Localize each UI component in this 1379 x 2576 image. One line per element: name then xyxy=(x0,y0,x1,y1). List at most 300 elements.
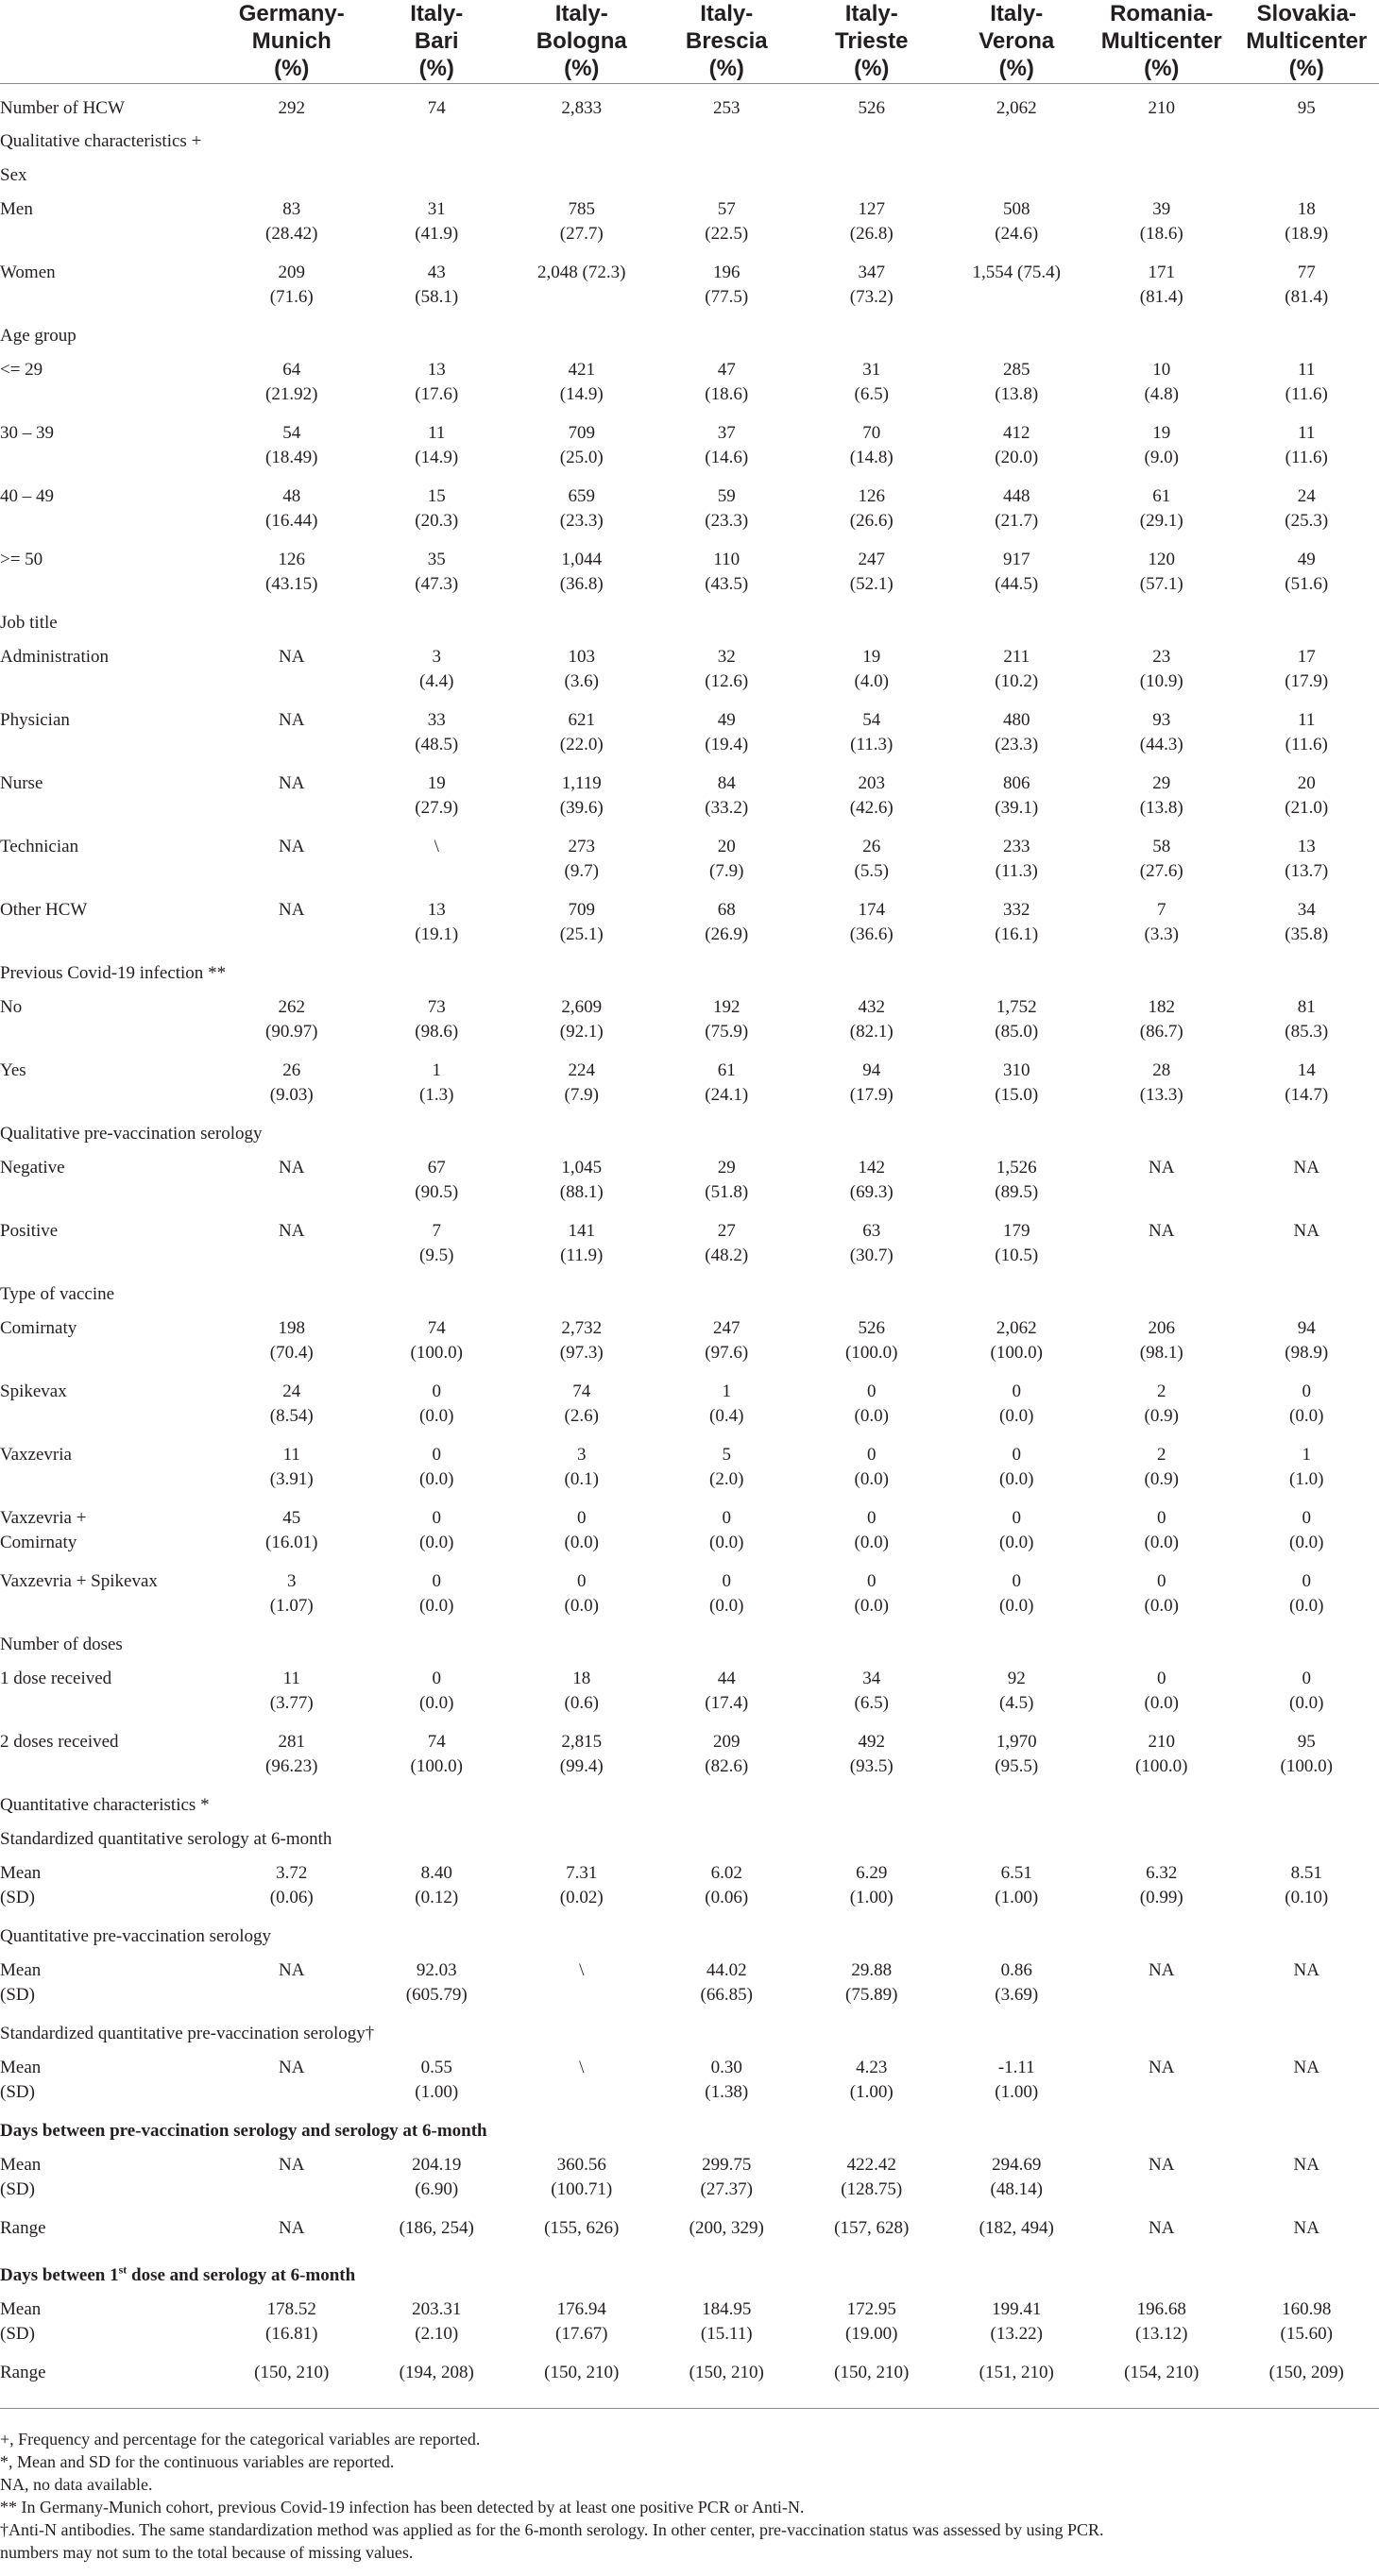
table-cell: 508 (24.6) xyxy=(995,198,1039,244)
table-row xyxy=(0,1506,1379,1569)
table-cell: (157, 628) xyxy=(834,2217,910,2238)
section-row xyxy=(0,1793,1379,1827)
table-cell: 1,045 (88.1) xyxy=(559,1157,604,1202)
table-cell: 44 (17.4) xyxy=(705,1668,749,1713)
row-label: 1 dose received xyxy=(0,1668,112,1688)
table-cell: 196 (77.5) xyxy=(705,262,749,307)
table-cell: 142 (69.3) xyxy=(849,1157,894,1202)
table-cell: NA xyxy=(279,772,305,793)
table-cell: 14 (14.7) xyxy=(1285,1059,1329,1105)
table-cell: 182 (86.7) xyxy=(1139,996,1183,1042)
table-cell: NA xyxy=(279,1220,305,1241)
table-cell: 2,062 (100.0) xyxy=(990,1317,1043,1363)
table-cell: 1 (1.0) xyxy=(1289,1444,1324,1489)
table-cell: 92.03 (605.79) xyxy=(405,1959,468,2005)
table-cell: NA xyxy=(1149,1220,1175,1241)
table-cell: 3.72 (0.06) xyxy=(269,1862,314,1907)
table-cell: 77 (81.4) xyxy=(1285,262,1329,307)
table-cell: 253 xyxy=(713,97,741,118)
row-label: Vaxzevria + Spikevax xyxy=(0,1570,158,1591)
footnote-mark: + xyxy=(191,130,202,151)
table-cell: 44.02 (66.85) xyxy=(700,1959,753,2005)
table-cell: 0 (0.0) xyxy=(1144,1668,1179,1713)
table-row xyxy=(0,1059,1379,1122)
table-row xyxy=(0,1156,1379,1219)
row-label: Vaxzevria xyxy=(0,1444,72,1465)
table-row xyxy=(0,645,1379,708)
column-header: Romania- Multicenter (%) xyxy=(1089,0,1234,83)
section-row xyxy=(0,163,1379,197)
row-label: 40 – 49 xyxy=(0,485,54,506)
table-row xyxy=(0,1958,1379,2022)
table-row xyxy=(0,2216,1379,2263)
section-row xyxy=(0,1827,1379,1861)
table-row xyxy=(0,1730,1379,1793)
table-cell: 2,609 (92.1) xyxy=(559,996,604,1042)
column-header: Italy- Bologna (%) xyxy=(509,0,655,83)
table-row xyxy=(0,708,1379,771)
table-cell: 0 (0.0) xyxy=(999,1381,1034,1426)
table-cell: 126 (43.15) xyxy=(265,549,318,594)
table-cell: -1.11 (1.00) xyxy=(995,2057,1039,2102)
row-label: Technician xyxy=(0,836,79,856)
table-cell: 360.56 (100.71) xyxy=(551,2154,613,2199)
table-cell: 310 (15.0) xyxy=(995,1059,1039,1105)
table-cell: NA xyxy=(1293,1959,1319,1980)
table-cell: 1,752 (85.0) xyxy=(995,996,1039,1042)
table-cell: 11 (14.9) xyxy=(415,422,459,467)
table-cell: 8.40 (0.12) xyxy=(415,1862,459,1907)
table-row xyxy=(0,1569,1379,1633)
table-cell: 917 (44.5) xyxy=(995,549,1039,594)
table-cell: 29.88 (75.89) xyxy=(845,1959,898,2005)
table-cell: 70 (14.8) xyxy=(849,422,894,467)
table-row xyxy=(0,771,1379,835)
header-row xyxy=(0,0,1379,83)
table-cell: 292 xyxy=(278,97,305,118)
table-cell: 34 (35.8) xyxy=(1285,899,1329,944)
table-cell: 0 (0.0) xyxy=(999,1570,1034,1616)
footnote-mark: * xyxy=(200,1794,210,1815)
section-label: Standardized quantitative pre-vaccination serology† xyxy=(0,2023,375,2043)
table-cell: 126 (26.6) xyxy=(849,485,894,531)
table-cell: (150, 210) xyxy=(219,2361,365,2409)
table-cell: 94 (17.9) xyxy=(849,1059,894,1105)
table-cell: 33 (48.5) xyxy=(415,709,459,754)
table-cell: 0 (0.0) xyxy=(1289,1381,1324,1426)
table-cell: 2,833 xyxy=(561,97,603,118)
row-label: Mean (SD) xyxy=(0,2298,42,2344)
table-cell: 709 (25.0) xyxy=(559,422,604,467)
table-row xyxy=(0,421,1379,484)
table-cell: 37 (14.6) xyxy=(705,422,749,467)
table-cell: 3 (1.07) xyxy=(269,1570,314,1616)
section-row xyxy=(0,1633,1379,1667)
table-cell: 120 (57.1) xyxy=(1139,549,1183,594)
table-footnotes xyxy=(0,2428,1379,2564)
table-cell: 1,554 (75.4) xyxy=(972,262,1061,282)
table-cell: 0 (0.0) xyxy=(999,1444,1034,1489)
table-cell: 2,062 xyxy=(996,97,1037,118)
table-cell: 285 (13.8) xyxy=(995,359,1039,404)
table-cell: 49 (19.4) xyxy=(705,709,749,754)
table-cell: 13 (17.6) xyxy=(415,359,459,404)
section-label: Quantitative characteristics * xyxy=(0,1794,210,1815)
table-cell: 43 (58.1) xyxy=(415,262,459,307)
table-cell: 11 (11.6) xyxy=(1285,359,1328,404)
table-cell: 299.75 (27.37) xyxy=(700,2154,753,2199)
row-label: No xyxy=(0,996,23,1017)
row-label: 2 doses received xyxy=(0,1731,119,1752)
section-row xyxy=(0,129,1379,163)
table-cell: (150, 210) xyxy=(799,2361,945,2409)
table-cell: 211 (10.2) xyxy=(995,646,1039,691)
table-cell: 1,044 (36.8) xyxy=(559,549,604,594)
table-cell: 29 (51.8) xyxy=(705,1157,749,1202)
table-cell: 20 (21.0) xyxy=(1285,772,1329,818)
table-row xyxy=(0,2297,1379,2361)
column-header: Germany- Munich (%) xyxy=(219,0,365,83)
table-cell: 526 xyxy=(858,97,885,118)
table-cell: 247 (52.1) xyxy=(849,549,894,594)
row-label: Mean (SD) xyxy=(0,1862,42,1907)
table-row xyxy=(0,2361,1379,2409)
footnote: NA, no data available. xyxy=(0,2475,153,2494)
table-row xyxy=(0,1219,1379,1282)
table-cell: 174 (36.6) xyxy=(849,899,894,944)
table-cell: 1,970 (95.5) xyxy=(995,1731,1039,1776)
table-cell: 54 (18.49) xyxy=(265,422,318,467)
table-cell: 11 (11.6) xyxy=(1285,709,1328,754)
table-cell: 24 (8.54) xyxy=(269,1381,314,1426)
table-cell: 184.95 (15.11) xyxy=(700,2298,753,2344)
table-cell: 23 (10.9) xyxy=(1139,646,1183,691)
table-cell: 31 (41.9) xyxy=(415,198,459,244)
table-body xyxy=(0,83,1379,2408)
table-cell: 2 (0.9) xyxy=(1144,1381,1179,1426)
table-row xyxy=(0,2153,1379,2216)
table-cell: 74 (100.0) xyxy=(410,1317,463,1363)
table-cell: 29 (13.8) xyxy=(1139,772,1183,818)
table-cell: 806 (39.1) xyxy=(995,772,1039,818)
table-cell: 621 (22.0) xyxy=(559,709,604,754)
section-row xyxy=(0,1122,1379,1156)
table-row xyxy=(0,1443,1379,1506)
row-label: Mean (SD) xyxy=(0,2154,42,2199)
table-cell: NA xyxy=(279,2154,305,2175)
section-row xyxy=(0,1924,1379,1958)
table-cell: 31 (6.5) xyxy=(854,359,889,404)
row-label: Range xyxy=(0,2217,46,2238)
table-cell: 84 (33.2) xyxy=(705,772,749,818)
table-cell: 141 (11.9) xyxy=(560,1220,604,1265)
table-cell: 26 (9.03) xyxy=(269,1059,314,1105)
section-row xyxy=(0,1282,1379,1316)
table-cell: 0 (0.0) xyxy=(1289,1507,1324,1552)
table-cell: NA xyxy=(279,709,305,730)
table-cell: 247 (97.6) xyxy=(705,1317,749,1363)
table-row xyxy=(0,995,1379,1059)
table-cell: 7 (3.3) xyxy=(1144,899,1179,944)
table-cell: 412 (20.0) xyxy=(995,422,1039,467)
table-cell: 17 (17.9) xyxy=(1285,646,1329,691)
table-cell: 203 (42.6) xyxy=(849,772,894,818)
table-cell: 8.51 (0.10) xyxy=(1285,1862,1329,1907)
table-cell: 6.02 (0.06) xyxy=(705,1862,749,1907)
table-row xyxy=(0,835,1379,898)
row-label: Spikevax xyxy=(0,1381,67,1401)
section-label: Type of vaccine xyxy=(0,1283,115,1304)
table-cell: 526 (100.0) xyxy=(845,1317,898,1363)
table-cell: 13 (19.1) xyxy=(415,899,459,944)
table-cell: 2,048 (72.3) xyxy=(537,262,626,282)
row-label: Physician xyxy=(0,709,70,730)
table-cell: NA xyxy=(279,836,305,856)
table-cell: NA xyxy=(1293,2057,1319,2077)
table-cell: 262 (90.97) xyxy=(265,996,318,1042)
table-cell: 209 (82.6) xyxy=(705,1731,749,1776)
table-cell: 61 (29.1) xyxy=(1139,485,1183,531)
table-cell: 20 (7.9) xyxy=(709,836,744,881)
table-cell: 4.23 (1.00) xyxy=(849,2057,894,2102)
table-row xyxy=(0,2056,1379,2119)
table-cell: 6.32 (0.99) xyxy=(1139,1862,1183,1907)
table-cell: 64 (21.92) xyxy=(265,359,318,404)
table-cell: 5 (2.0) xyxy=(709,1444,744,1489)
table-row xyxy=(0,261,1379,324)
table-cell: 18 (18.9) xyxy=(1285,198,1329,244)
table-cell: 83 (28.42) xyxy=(265,198,318,244)
footnote: ** In Germany-Munich cohort, previous Covid-19 infection has been detected by at least one positive PCR or Anti-N. xyxy=(0,2498,805,2517)
table-cell: 54 (11.3) xyxy=(850,709,894,754)
row-label: Vaxzevria + Comirnaty xyxy=(0,1507,87,1552)
table-cell: (150, 210) xyxy=(655,2361,800,2409)
column-header: Italy- Trieste (%) xyxy=(799,0,945,83)
section-label: Previous Covid-19 infection ** xyxy=(0,962,227,983)
section-row xyxy=(0,2119,1379,2153)
table-cell: NA xyxy=(1293,2154,1319,2175)
row-label: Yes xyxy=(0,1059,26,1080)
table-cell: 3 (4.4) xyxy=(419,646,454,691)
row-label: 30 – 39 xyxy=(0,422,54,443)
table-cell: 103 (3.6) xyxy=(564,646,599,691)
table-row xyxy=(0,1861,1379,1924)
table-cell: 3 (0.1) xyxy=(564,1444,599,1489)
section-row xyxy=(0,2263,1379,2297)
table-cell: 1 (0.4) xyxy=(709,1381,744,1426)
table-cell: 26 (5.5) xyxy=(854,836,889,881)
table-cell: NA xyxy=(1293,1220,1319,1241)
table-cell: 0 (0.0) xyxy=(1289,1668,1324,1713)
table-cell: 0 (0.0) xyxy=(1144,1507,1179,1552)
table-cell: 19 (9.0) xyxy=(1144,422,1179,467)
table-cell: 6.51 (1.00) xyxy=(995,1862,1039,1907)
table-cell: 81 (85.3) xyxy=(1285,996,1329,1042)
table-cell: NA xyxy=(1293,1157,1319,1178)
table-cell: 172.95 (19.00) xyxy=(845,2298,898,2344)
section-label: Qualitative pre-vaccination serology xyxy=(0,1123,263,1144)
table-cell: 93 (44.3) xyxy=(1139,709,1183,754)
table-cell: 196.68 (13.12) xyxy=(1135,2298,1188,2344)
table-cell: 448 (21.7) xyxy=(995,485,1039,531)
row-label: Range xyxy=(0,2361,219,2409)
table-row xyxy=(0,197,1379,261)
table-cell: 6.29 (1.00) xyxy=(849,1862,894,1907)
table-cell: \ xyxy=(434,836,439,856)
section-row xyxy=(0,2022,1379,2056)
row-label: Nurse xyxy=(0,772,43,793)
table-cell: 0 (0.0) xyxy=(854,1381,889,1426)
table-cell: 332 (16.1) xyxy=(995,899,1039,944)
table-cell: NA xyxy=(279,646,305,667)
table-cell: 74 xyxy=(427,97,446,118)
table-row xyxy=(0,898,1379,961)
table-cell: 49 (51.6) xyxy=(1285,549,1329,594)
table-cell: NA xyxy=(279,2057,305,2077)
column-header: Italy- Verona (%) xyxy=(945,0,1090,83)
table-cell: 34 (6.5) xyxy=(854,1668,889,1713)
table-cell: (150, 210) xyxy=(509,2361,655,2409)
table-cell: NA xyxy=(1149,2217,1175,2238)
table-cell: 1,526 (89.5) xyxy=(995,1157,1039,1202)
table-cell: 659 (23.3) xyxy=(559,485,604,531)
footnote: †Anti-N antibodies. The same standardization method was applied as for the 6-month serology. In other center, pre-vaccination status was assessed by using PCR. xyxy=(0,2520,1104,2539)
table-cell: 0.30 (1.38) xyxy=(705,2057,749,2102)
table-cell: 19 (27.9) xyxy=(415,772,459,818)
table-cell: NA xyxy=(279,899,305,920)
table-cell: 0 (0.0) xyxy=(419,1507,454,1552)
table-cell: NA xyxy=(1149,2154,1175,2175)
table-cell: 47 (18.6) xyxy=(705,359,749,404)
table-cell: 480 (23.3) xyxy=(995,709,1039,754)
footnote: numbers may not sum to the total because of missing values. xyxy=(0,2543,414,2562)
table-cell: 209 (71.6) xyxy=(269,262,314,307)
section-label: Age group xyxy=(0,325,77,346)
table-cell: 204.19 (6.90) xyxy=(412,2154,462,2199)
table-cell: 0 (0.0) xyxy=(709,1570,744,1616)
table-cell: 421 (14.9) xyxy=(559,359,604,404)
table-cell: 709 (25.1) xyxy=(559,899,604,944)
table-cell: (155, 626) xyxy=(544,2217,620,2238)
section-label: Number of doses xyxy=(0,1634,123,1654)
section-label: Days between 1st dose and serology at 6-month xyxy=(0,2262,356,2285)
footnote: *, Mean and SD for the continuous variables are reported. xyxy=(0,2452,395,2471)
table-cell: 61 (24.1) xyxy=(705,1059,749,1105)
table-cell: 0 (0.0) xyxy=(419,1444,454,1489)
table-cell: 74 (100.0) xyxy=(410,1731,463,1776)
table-cell: 281 (96.23) xyxy=(265,1731,318,1776)
table-cell: 432 (82.1) xyxy=(849,996,894,1042)
table-cell: 58 (27.6) xyxy=(1139,836,1183,881)
table-cell: 160.98 (15.60) xyxy=(1280,2298,1333,2344)
row-label: Negative xyxy=(0,1157,65,1178)
table-cell: 2,732 (97.3) xyxy=(559,1317,604,1363)
section-row xyxy=(0,324,1379,358)
table-cell: 233 (11.3) xyxy=(995,836,1038,881)
table-cell: 206 (98.1) xyxy=(1139,1317,1183,1363)
table-cell: 63 (30.7) xyxy=(849,1220,894,1265)
header-empty xyxy=(0,0,219,83)
footnote-mark: † xyxy=(365,2023,375,2043)
table-cell: NA xyxy=(1149,1157,1175,1178)
footnote: +, Frequency and percentage for the categorical variables are reported. xyxy=(0,2430,481,2449)
table-cell: 10 (4.8) xyxy=(1144,359,1179,404)
section-row xyxy=(0,611,1379,645)
table-cell: 95 (100.0) xyxy=(1280,1731,1333,1776)
column-header: Slovakia- Multicenter (%) xyxy=(1234,0,1379,83)
table-row xyxy=(0,548,1379,611)
table-cell: 45 (16.01) xyxy=(265,1507,318,1552)
table-cell: 15 (20.3) xyxy=(415,485,459,531)
table-cell: 74 (2.6) xyxy=(564,1381,599,1426)
row-label: Number of HCW xyxy=(0,97,125,118)
table-cell: 0 (0.0) xyxy=(419,1668,454,1713)
table-cell: NA xyxy=(1293,2217,1319,2238)
section-label: Quantitative pre-vaccination serology xyxy=(0,1925,272,1946)
table-cell: 11 (3.77) xyxy=(269,1668,314,1713)
section-row xyxy=(0,961,1379,995)
table-cell: 0 (0.0) xyxy=(1289,1570,1324,1616)
table-cell: 0.86 (3.69) xyxy=(995,1959,1039,2005)
row-label: Mean (SD) xyxy=(0,1959,42,2005)
table-cell: 0 (0.0) xyxy=(999,1507,1034,1552)
row-label: <= 29 xyxy=(0,359,43,380)
column-header: Italy- Brescia (%) xyxy=(655,0,800,83)
row-label: Men xyxy=(0,198,33,219)
table-cell: 11 (3.91) xyxy=(269,1444,314,1489)
table-cell: 273 (9.7) xyxy=(564,836,599,881)
row-label: Women xyxy=(0,262,56,282)
table-cell: NA xyxy=(279,2217,305,2238)
table-cell: 18 (0.6) xyxy=(564,1668,599,1713)
table-cell: (150, 209) xyxy=(1234,2361,1379,2409)
row-label: Comirnaty xyxy=(0,1317,77,1338)
table-cell: 0 (0.0) xyxy=(709,1507,744,1552)
table-row xyxy=(0,358,1379,421)
table-cell: \ xyxy=(579,2057,585,2077)
table-cell: 11 (11.6) xyxy=(1285,422,1328,467)
section-label: Qualitative characteristics + xyxy=(0,130,202,151)
table-cell: 24 (25.3) xyxy=(1285,485,1329,531)
table-cell: 127 (26.8) xyxy=(849,198,894,244)
table-cell: 0 (0.0) xyxy=(854,1570,889,1616)
section-label: Days between pre-vaccination serology and serology at 6-month xyxy=(0,2120,487,2141)
footnote-mark: ** xyxy=(208,962,227,983)
table-cell: \ xyxy=(579,1959,585,1980)
table-cell: 0 (0.0) xyxy=(564,1507,599,1552)
table-cell: (182, 494) xyxy=(979,2217,1054,2238)
row-label: >= 50 xyxy=(0,549,43,569)
table-cell: 110 (43.5) xyxy=(705,549,749,594)
table-cell: 224 (7.9) xyxy=(564,1059,599,1105)
row-label: Administration xyxy=(0,646,110,667)
table-cell: 0 (0.0) xyxy=(854,1444,889,1489)
table-cell: NA xyxy=(1149,1959,1175,1980)
table-cell: 28 (13.3) xyxy=(1139,1059,1183,1105)
table-cell: 199.41 (13.22) xyxy=(990,2298,1043,2344)
table-cell: 347 (73.2) xyxy=(849,262,894,307)
table-cell: 0 (0.0) xyxy=(854,1507,889,1552)
table-cell: (154, 210) xyxy=(1089,2361,1234,2409)
table-cell: 39 (18.6) xyxy=(1139,198,1183,244)
table-row xyxy=(0,484,1379,548)
table-cell: NA xyxy=(1149,2057,1175,2077)
table-cell: 198 (70.4) xyxy=(269,1317,314,1363)
table-cell: 19 (4.0) xyxy=(854,646,889,691)
table-cell: 92 (4.5) xyxy=(999,1668,1034,1713)
table-cell: 0 (0.0) xyxy=(1144,1570,1179,1616)
table-cell: 785 (27.7) xyxy=(559,198,604,244)
